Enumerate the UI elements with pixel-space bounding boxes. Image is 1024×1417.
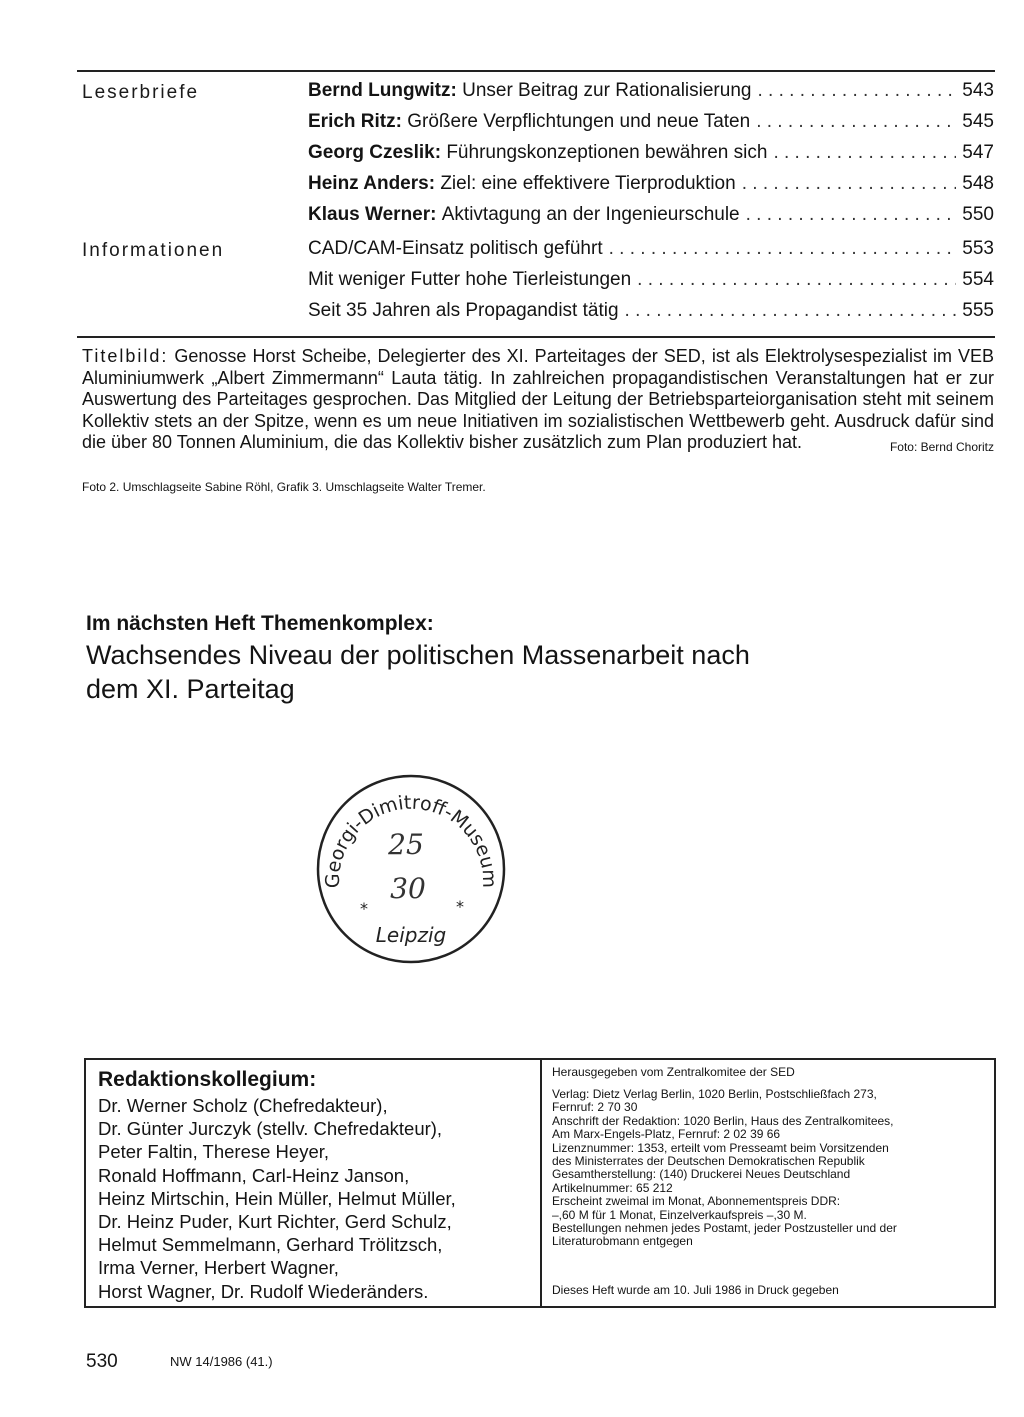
stamp-star-right: * bbox=[456, 897, 464, 916]
issue-number: NW 14/1986 (41.) bbox=[170, 1354, 273, 1369]
board-line: Dr. Heinz Puder, Kurt Richter, Gerd Schulz, bbox=[98, 1211, 452, 1233]
publisher-line: des Ministerrates der Deutschen Demokratischen Republik bbox=[552, 1154, 865, 1169]
publisher-line: –,60 M für 1 Monat, Einzelverkaufspreis –,30 M. bbox=[552, 1207, 807, 1222]
toc-page: 554 bbox=[962, 269, 994, 290]
cover-caption bbox=[82, 346, 994, 459]
toc-entry[interactable] bbox=[308, 238, 994, 264]
toc-entry[interactable] bbox=[308, 300, 994, 326]
stamp-star-left: * bbox=[360, 899, 368, 918]
museum-stamp bbox=[314, 772, 508, 966]
stamp-number-top: 25 bbox=[388, 828, 424, 861]
toc-leader bbox=[742, 173, 957, 195]
toc-author: Klaus Werner: bbox=[308, 204, 437, 225]
publisher-issued-by: Herausgegeben vom Zentralkomitee der SED bbox=[552, 1065, 795, 1079]
toc-entry[interactable] bbox=[308, 142, 994, 168]
toc-section-leserbriefe: Leserbriefe bbox=[82, 82, 200, 103]
stamp-city: Leipzig bbox=[375, 923, 447, 947]
publisher-line: Artikelnummer: 65 212 bbox=[552, 1180, 673, 1195]
toc-leader bbox=[756, 111, 956, 133]
board-line: Irma Verner, Herbert Wagner, bbox=[98, 1257, 339, 1279]
toc-leader bbox=[773, 142, 956, 164]
page-number: 530 bbox=[86, 1351, 118, 1372]
editorial-box bbox=[84, 1058, 996, 1308]
toc-page: 543 bbox=[962, 80, 994, 101]
caption-text: Genosse Horst Scheibe, Delegierter des XI. Parteitages der SED, ist als Elektrolysespezialist im VEB Aluminiumwerk „Albert Zimmermann“ Lauta tätig. In zahlreichen propagandistischen Veranstaltungen hat er zur Auswertung des Parteitages gesprochen. Das Mitglied der Leitung der Betriebsparteiorganisation steht mit seinem Kollektiv stets an der Spitze, wenn es um neue Initiativen im sozialistischen Wettbewerb geht. Ausdruck dafür sind die über 80 Tonnen Aluminium, die das Kollektiv bisher zusätzlich zum Plan produziert hat. bbox=[82, 346, 994, 452]
publisher-line: Verlag: Dietz Verlag Berlin, 1020 Berlin, Postschließfach 273, bbox=[552, 1087, 877, 1101]
toc-title: Führungskonzeptionen bewähren sich bbox=[446, 142, 768, 163]
board-line: Peter Faltin, Therese Heyer, bbox=[98, 1141, 330, 1163]
next-issue-title: Wachsendes Niveau der politischen Massenarbeit nach dem XI. Parteitag bbox=[86, 640, 750, 704]
toc-title: Mit weniger Futter hohe Tierleistungen bbox=[308, 269, 632, 290]
toc-title: Unser Beitrag zur Rationalisierung bbox=[462, 80, 752, 101]
editorial-board-list bbox=[98, 1094, 456, 1303]
board-line: Dr. Werner Scholz (Chefredakteur), bbox=[98, 1095, 388, 1116]
toc-leader bbox=[746, 204, 957, 226]
toc-author: Heinz Anders: bbox=[308, 173, 436, 194]
toc-leader bbox=[609, 238, 957, 260]
toc-entry[interactable] bbox=[308, 111, 994, 137]
toc-leader bbox=[625, 300, 957, 322]
publisher-line: Fernruf: 2 70 30 bbox=[552, 1100, 638, 1115]
stamp-ring-text: Georgi-Dimitroff-Museum bbox=[321, 791, 501, 889]
publisher-line: Gesamtherstellung: (140) Druckerei Neues Deutschland bbox=[552, 1167, 851, 1182]
toc-title: Ziel: eine effektivere Tierproduktion bbox=[440, 173, 736, 194]
toc-entry[interactable] bbox=[308, 269, 994, 295]
toc-top-rule bbox=[77, 70, 995, 72]
other-credits: Foto 2. Umschlagseite Sabine Röhl, Grafik 3. Umschlagseite Walter Tremer. bbox=[82, 480, 486, 494]
toc-page: 548 bbox=[962, 173, 994, 194]
publisher-line: Am Marx-Engels-Platz, Fernruf: 2 02 39 66 bbox=[552, 1127, 781, 1142]
stamp-number-bottom: 30 bbox=[390, 872, 426, 905]
toc-section-informationen: Informationen bbox=[82, 240, 225, 261]
toc-leader bbox=[757, 80, 956, 102]
toc-bottom-rule bbox=[77, 336, 995, 338]
board-line: Helmut Semmelmann, Gerhard Trölitzsch, bbox=[98, 1234, 443, 1256]
publisher-line: Bestellungen nehmen jedes Postamt, jeder Postzusteller und der bbox=[552, 1221, 897, 1236]
publisher-details bbox=[552, 1088, 992, 1249]
toc-title: CAD/CAM-Einsatz politisch geführt bbox=[308, 238, 603, 259]
toc-page: 553 bbox=[962, 238, 994, 259]
print-date: Dieses Heft wurde am 10. Juli 1986 in Druck gegeben bbox=[552, 1283, 839, 1297]
toc-entry[interactable] bbox=[308, 204, 994, 230]
board-line: Horst Wagner, Dr. Rudolf Wiederänders. bbox=[98, 1280, 429, 1302]
toc-page: 555 bbox=[962, 300, 994, 321]
publisher-line: Erscheint zweimal im Monat, Abonnementspreis DDR: bbox=[552, 1194, 841, 1209]
publisher-line: Literaturobmann entgegen bbox=[552, 1234, 693, 1249]
toc-author: Erich Ritz: bbox=[308, 111, 402, 132]
caption-label: Titelbild: bbox=[82, 346, 169, 366]
publisher-line: Anschrift der Redaktion: 1020 Berlin, Haus des Zentralkomitees, bbox=[552, 1113, 894, 1128]
photo-credit: Foto: Bernd Choritz bbox=[889, 440, 994, 454]
board-line: Dr. Günter Jurczyk (stellv. Chefredakteur), bbox=[98, 1118, 443, 1140]
toc-page: 550 bbox=[962, 204, 994, 225]
toc-title: Größere Verpflichtungen und neue Taten bbox=[407, 111, 751, 132]
toc-entry[interactable] bbox=[308, 173, 994, 199]
board-line: Heinz Mirtschin, Hein Müller, Helmut Müller, bbox=[98, 1187, 456, 1209]
editorial-board-title: Redaktionskollegium: bbox=[98, 1068, 317, 1091]
next-issue-heading: Im nächsten Heft Themenkomplex: bbox=[86, 612, 434, 635]
toc-author: Georg Czeslik: bbox=[308, 142, 442, 163]
publisher-line: Lizenznummer: 1353, erteilt vom Presseamt beim Vorsitzenden bbox=[552, 1140, 889, 1155]
toc-author: Bernd Lungwitz: bbox=[308, 80, 457, 101]
toc-leader bbox=[637, 269, 956, 291]
toc-title: Aktivtagung an der Ingenieurschule bbox=[441, 204, 740, 225]
toc-page: 545 bbox=[962, 111, 994, 132]
toc-page: 547 bbox=[962, 142, 994, 163]
box-divider bbox=[540, 1060, 542, 1306]
toc-entry[interactable] bbox=[308, 80, 994, 106]
board-line: Ronald Hoffmann, Carl-Heinz Janson, bbox=[98, 1164, 410, 1186]
toc-title: Seit 35 Jahren als Propagandist tätig bbox=[308, 300, 619, 321]
